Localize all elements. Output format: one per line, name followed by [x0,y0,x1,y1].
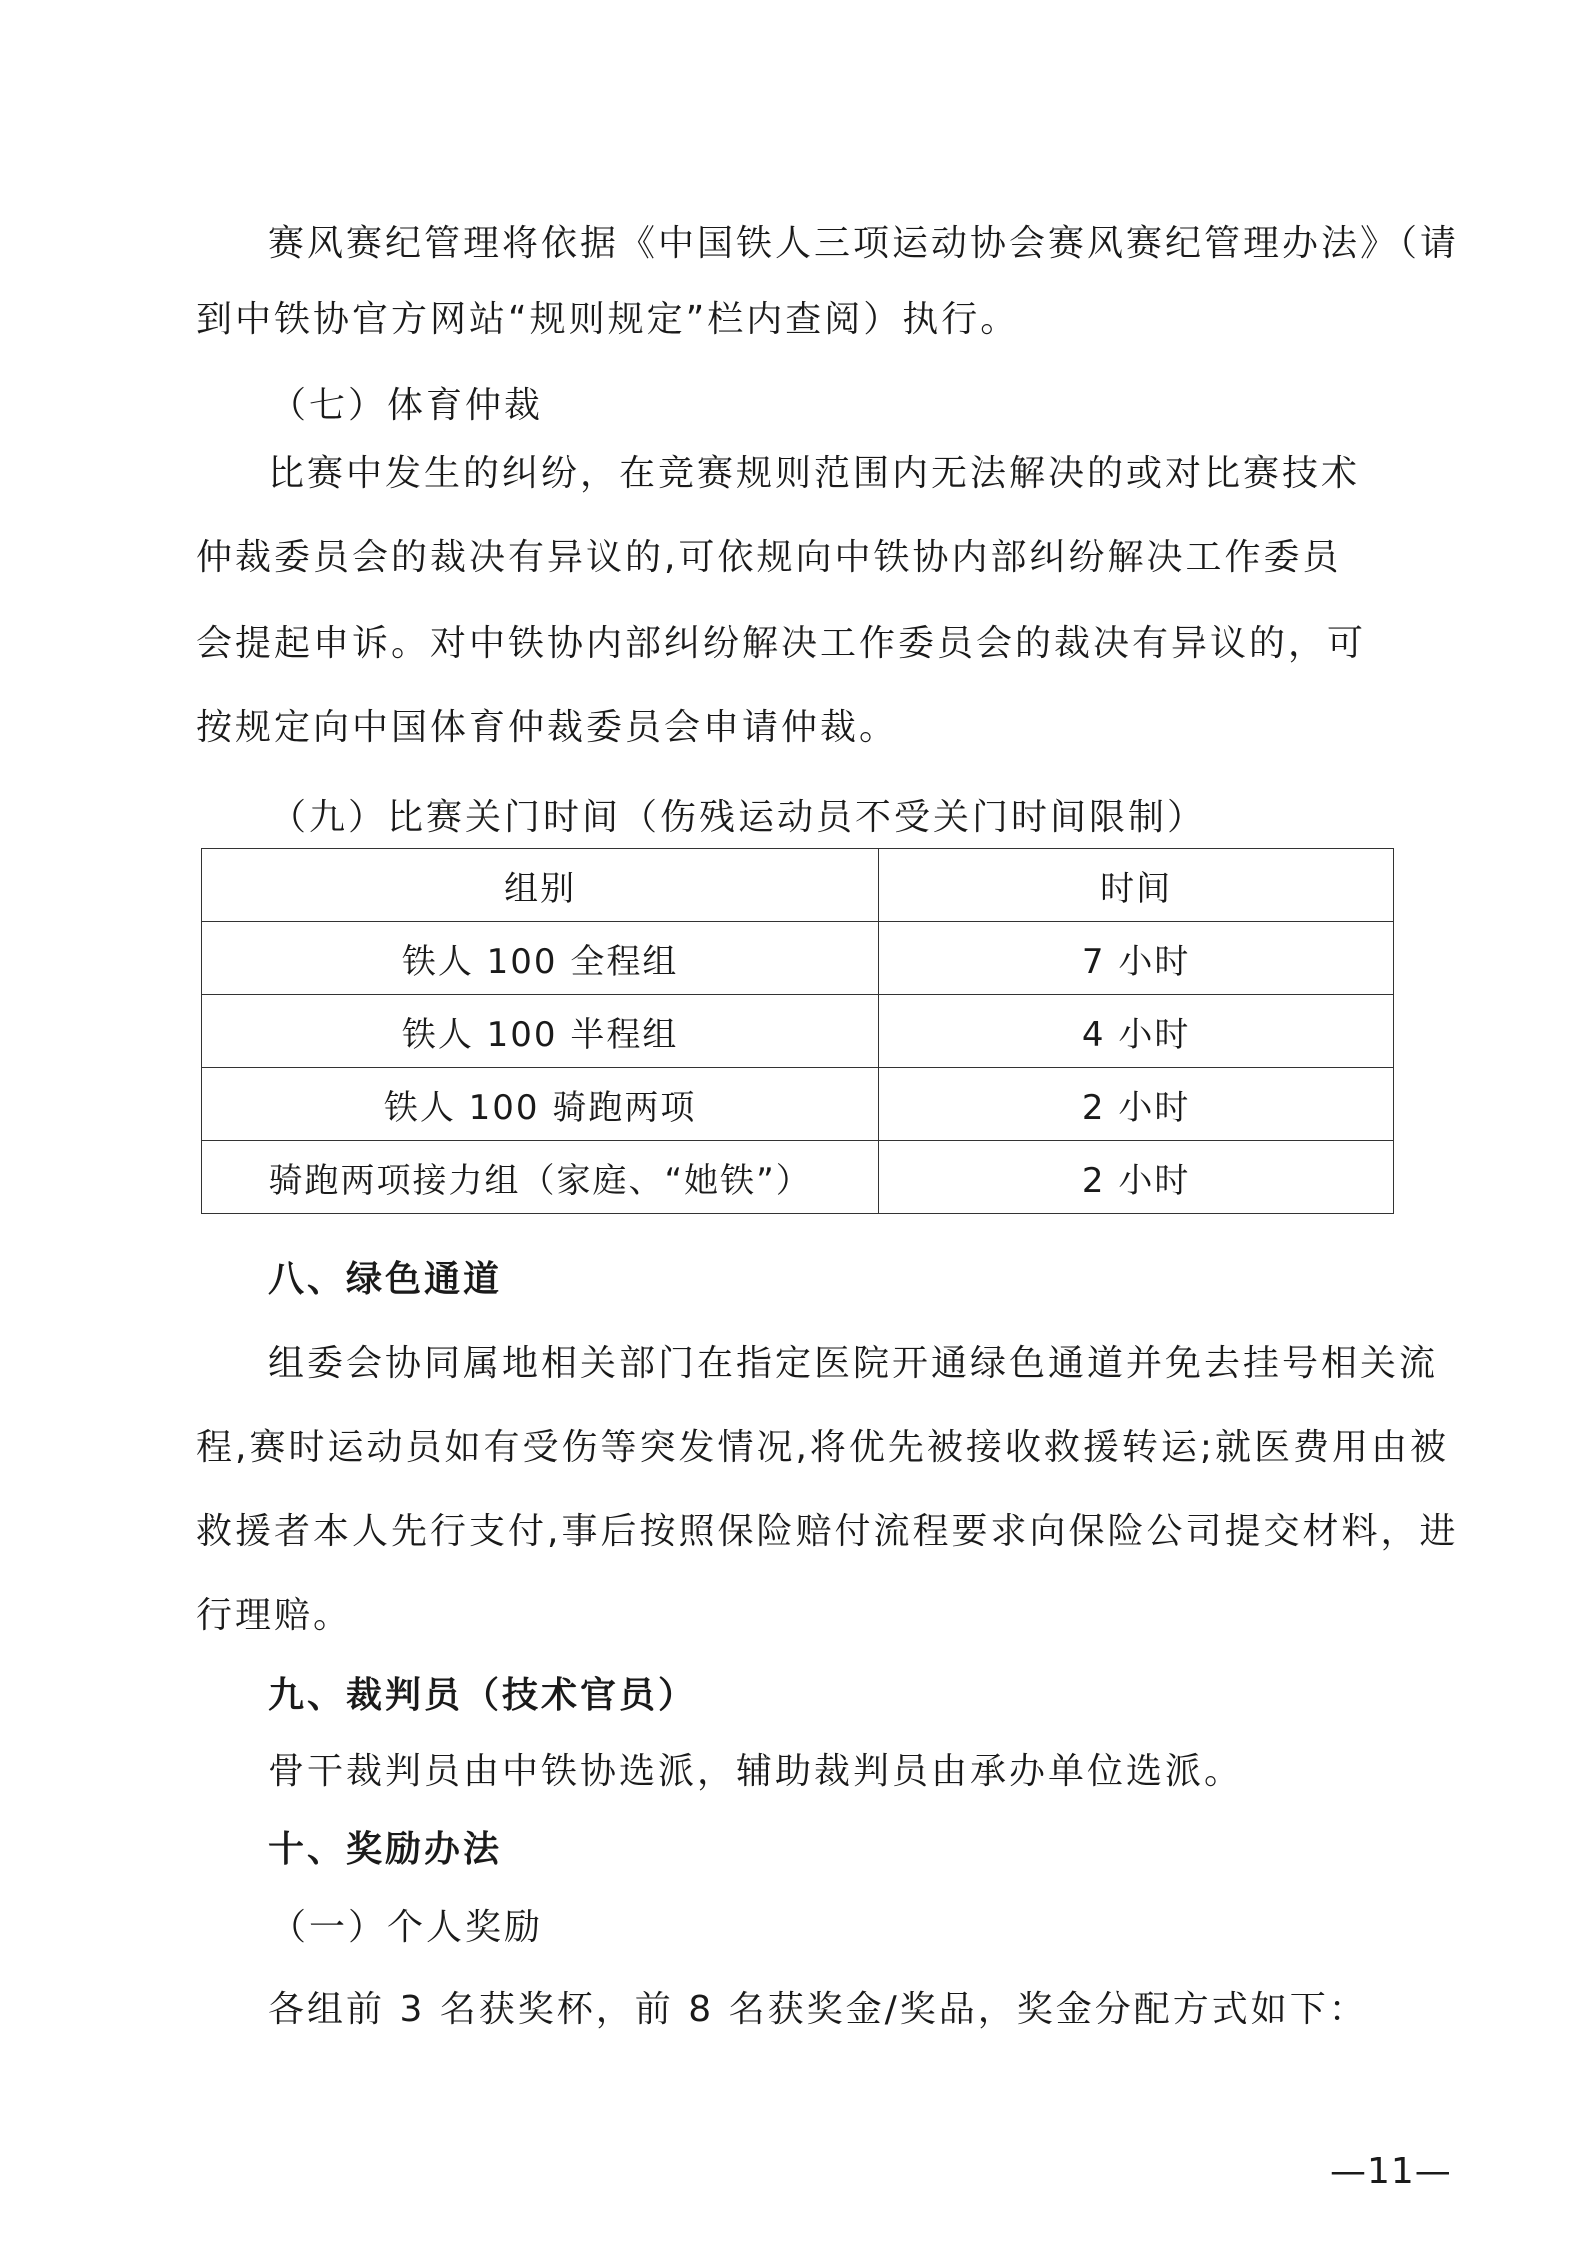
table-header-row [202,849,1394,922]
paragraph-line: 赛风赛纪管理将依据《中国铁人三项运动协会赛风赛纪管理办法》（请 [268,223,1460,264]
time-cell: 2 小时 [879,1141,1394,1214]
paragraph-line: 骨干裁判员由中铁协选派，辅助裁判员由承办单位选派。 [268,1751,1244,1792]
section-heading: 九、裁判员（技术官员） [268,1675,698,1716]
paragraph-line: 按规定向中国体育仲裁委员会申请仲裁。 [196,707,899,748]
table-row [202,995,1394,1068]
time-cell: 4 小时 [879,995,1394,1068]
paragraph-line: 比赛中发生的纠纷，在竞赛规则范围内无法解决的或对比赛技术 [268,453,1361,494]
paragraph-line: 程,赛时运动员如有受伤等突发情况,将优先被接收救援转运;就医费用由被 [196,1427,1450,1468]
subsection-heading: （一）个人奖励 [270,1907,544,1948]
paragraph-line: 仲裁委员会的裁决有异议的,可依规向中铁协内部纠纷解决工作委员 [196,537,1342,578]
group-cell: 铁人 100 骑跑两项 [202,1068,879,1141]
paragraph-line: 行理赔。 [196,1595,353,1636]
time-cell: 7 小时 [879,922,1394,995]
paragraph-line: 救援者本人先行支付,事后按照保险赔付流程要求向保险公司提交材料，进 [196,1511,1459,1552]
time-cell: 2 小时 [879,1068,1394,1141]
table-caption: （九）比赛关门时间（伤残运动员不受关门时间限制） [270,797,1207,838]
group-cell: 铁人 100 全程组 [202,922,879,995]
paragraph-line: 组委会协同属地相关部门在指定医院开通绿色通道并免去挂号相关流 [268,1343,1439,1384]
table-row [202,922,1394,995]
subsection-heading: （七）体育仲裁 [270,385,544,426]
closing-time-table [201,848,1394,1214]
table-row [202,1141,1394,1214]
paragraph-line: 各组前 3 名获奖杯，前 8 名获奖金/奖品，奖金分配方式如下： [268,1989,1368,2030]
header-cell-time: 时间 [879,849,1394,922]
group-cell: 骑跑两项接力组（家庭、“她铁”） [202,1141,879,1214]
paragraph-line: 会提起申诉。对中铁协内部纠纷解决工作委员会的裁决有异议的，可 [196,623,1367,664]
group-cell: 铁人 100 半程组 [202,995,879,1068]
page-number: —11— [1330,2151,1452,2192]
paragraph-line: 到中铁协官方网站“规则规定”栏内查阅）执行。 [196,299,1020,340]
section-heading: 十、奖励办法 [268,1829,503,1870]
header-cell-group: 组别 [202,849,879,922]
table-row [202,1068,1394,1141]
section-heading: 八、绿色通道 [268,1259,503,1300]
